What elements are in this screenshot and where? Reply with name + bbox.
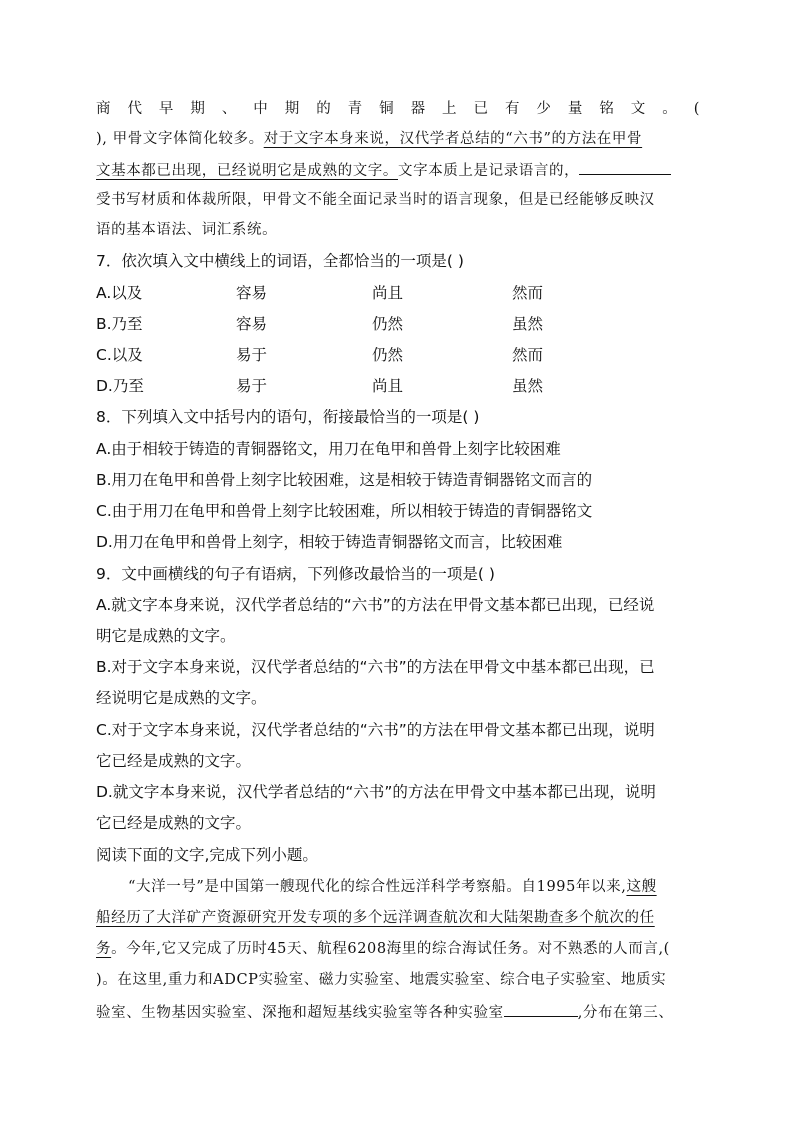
q8-option-d: D.用刀在龟甲和兽骨上刻字，相较于铸造青铜器铭文而言，比较困难 xyxy=(96,533,563,551)
q9-option-d-line-1: D.就文字本身来说，汉代学者总结的“六书”的方法在甲骨文中基本都已出现，说明 xyxy=(96,783,656,801)
passage1-text: 语的基本语法、词汇系统。 xyxy=(96,222,278,238)
option-label: C.以及 xyxy=(96,346,143,364)
underlined-sentence: 对于文字本身来说，汉代学者总结的“六书”的方法在甲骨 xyxy=(263,131,643,147)
option-word: 容易 xyxy=(236,284,268,302)
passage2-text: )。在这里,重力和ADCP实验室、磁力实验室、地震实验室、综合电子实验室、地质实 xyxy=(96,972,667,988)
passage2-text: “大洋一号”是中国第一艘现代化的综合性远洋科学考察船。自1995年以来, xyxy=(128,879,627,895)
question-8-stem: 8．下列填入文中括号内的语句，衔接最恰当的一项是( ) xyxy=(96,408,480,426)
q8-option-c: C.由于用刀在龟甲和兽骨上刻字比较困难，所以相较于铸造的青铜器铭文 xyxy=(96,502,593,520)
passage2-line-2 xyxy=(96,907,700,929)
question-9-stem: 9．文中画横线的句子有语病，下列修改最恰当的一项是( ) xyxy=(96,565,495,583)
question-7-stem: 7．依次填入文中横线上的词语，全都恰当的一项是( ) xyxy=(96,252,464,270)
option-word: 易于 xyxy=(236,377,268,395)
q7-option-c xyxy=(96,344,700,366)
passage1-line-3 xyxy=(96,158,700,182)
option-word: 虽然 xyxy=(512,315,544,333)
option-word: 尚且 xyxy=(372,377,404,395)
passage1-text: 受书写材质和体裁所限，甲骨文不能全面记录当时的语言现象，但是已经能够反映汉 xyxy=(96,192,655,208)
passage1-line-5 xyxy=(96,219,700,241)
option-word: 仍然 xyxy=(372,346,404,364)
q7-option-a xyxy=(96,282,700,304)
passage1-text: 商 代 早 期 、 中 期 的 青 铜 器 上 已 有 少 量 铭 文 。 ( xyxy=(96,101,700,117)
q8-option-b: B.用刀在龟甲和兽骨上刻字比较困难，这是相较于铸造青铜器铭文而言的 xyxy=(96,471,593,489)
q9-option-a-line-1: A.就文字本身来说，汉代学者总结的“六书”的方法在甲骨文基本都已出现，已经说 xyxy=(96,596,655,614)
option-word: 然而 xyxy=(512,346,544,364)
q7-option-b xyxy=(96,313,700,335)
passage1-line-4 xyxy=(96,189,700,211)
fill-blank xyxy=(504,1000,578,1017)
fill-blank xyxy=(579,158,671,175)
underlined-sentence: 务 xyxy=(96,941,112,957)
q9-option-c-line-2: 它已经是成熟的文字。 xyxy=(96,752,252,770)
passage1-text: ), 甲骨文字体简化较多。 xyxy=(96,131,264,147)
underlined-sentence: 文基本都已出现，已经说明它是成熟的文字。 xyxy=(96,163,398,179)
passage2-text: ,分布在第三、 xyxy=(577,1005,674,1021)
option-word: 虽然 xyxy=(512,377,544,395)
option-word: 容易 xyxy=(236,315,268,333)
passage2-text: 验室、生物基因实验室、深拖和超短基线实验室等各种实验室 xyxy=(96,1005,504,1021)
q8-option-a: A.由于相较于铸造的青铜器铭文，用刀在龟甲和兽骨上刻字比较困难 xyxy=(96,440,561,458)
q9-option-c-line-1: C.对于文字本身来说，汉代学者总结的“六书”的方法在甲骨文基本都已出现，说明 xyxy=(96,721,655,739)
q9-option-b-line-2: 经说明它是成熟的文字。 xyxy=(96,689,267,707)
q9-option-d-line-2: 它已经是成熟的文字。 xyxy=(96,814,252,832)
q7-option-d xyxy=(96,375,700,397)
passage2-line-1 xyxy=(128,876,700,898)
option-label: D.乃至 xyxy=(96,377,144,395)
passage2-line-4 xyxy=(96,969,700,991)
option-label: B.乃至 xyxy=(96,315,143,333)
passage1-line-2 xyxy=(96,128,700,150)
reading-instruction: 阅读下面的文字,完成下列小题。 xyxy=(96,846,318,864)
passage2-line-5 xyxy=(96,1000,700,1024)
option-word: 然而 xyxy=(512,284,544,302)
passage2-line-3 xyxy=(96,938,700,960)
option-word: 易于 xyxy=(236,346,268,364)
passage1-line-1 xyxy=(96,98,700,120)
underlined-sentence: 船经历了大洋矿产资源研究开发专项的多个远洋调查航次和大陆架勘查多个航次的任 xyxy=(96,910,655,926)
passage1-text: 文字本质上是记录语言的， xyxy=(398,163,580,179)
option-label: A.以及 xyxy=(96,284,143,302)
q9-option-a-line-2: 明它是成熟的文字。 xyxy=(96,627,236,645)
underlined-sentence: 这艘 xyxy=(626,879,657,895)
q9-option-b-line-1: B.对于文字本身来说，汉代学者总结的“六书”的方法在甲骨文中基本都已出现，已 xyxy=(96,658,655,676)
option-word: 仍然 xyxy=(372,315,404,333)
option-word: 尚且 xyxy=(372,284,404,302)
passage2-text: 。今年,它又完成了历时45天、航程6208海里的综合海试任务。对不熟悉的人而言,( xyxy=(111,941,670,957)
